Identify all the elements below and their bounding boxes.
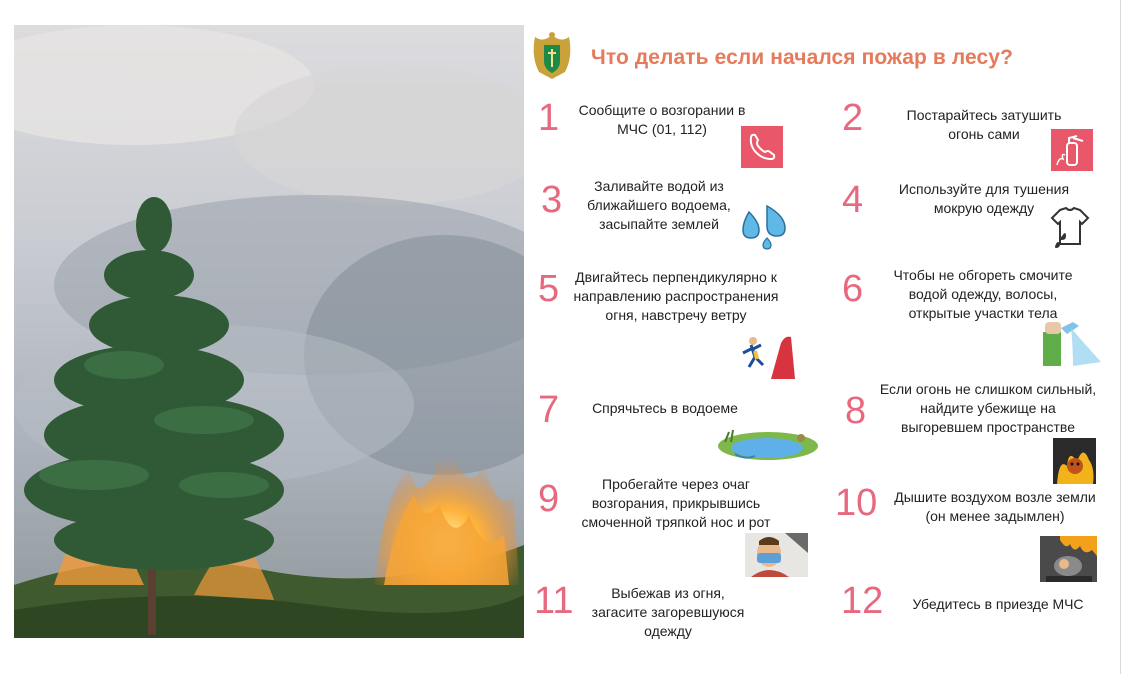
step-3-number: 3 xyxy=(541,179,563,221)
step-11-number: 11 xyxy=(534,580,574,622)
step-9-number: 9 xyxy=(538,478,560,520)
pouring-water-icon xyxy=(1043,318,1101,366)
step-10-number: 10 xyxy=(835,482,878,524)
page-title: Что делать если начался пожар в лесу? xyxy=(591,46,1014,69)
step-11-text: Выбежав из огня, загасите загоревшуюся одежду xyxy=(591,585,745,639)
step-7-text: Спрячьтесь в водоеме xyxy=(592,400,738,416)
step-8-text: Если огонь не слишком сильный, найдите убежище на выгоревшем пространстве xyxy=(879,381,1097,435)
step-6-text: Чтобы не обгореть смочите водой одежду, волосы, открытые участки тела xyxy=(893,267,1073,321)
step-10-text: Дышите воздухом возле земли (он менее задымлен) xyxy=(894,489,1096,524)
step-5-text: Двигайтесь перпендикулярно к направлению распространения огня, навстречу ветру xyxy=(573,269,779,323)
water-drops-icon xyxy=(737,202,789,250)
step-2-number: 2 xyxy=(842,97,864,139)
step-12-number: 12 xyxy=(841,580,884,622)
pond-icon xyxy=(715,424,821,464)
crawling-smoke-icon xyxy=(1040,536,1097,582)
wet-shirt-icon xyxy=(1048,204,1092,252)
burnt-area-icon xyxy=(1053,438,1096,484)
prosecutor-emblem xyxy=(527,27,577,82)
forest-fire-photo xyxy=(14,25,524,638)
step-4-number: 4 xyxy=(842,179,864,221)
fire-extinguisher-icon xyxy=(1051,129,1093,171)
face-cloth-icon xyxy=(745,533,808,577)
step-8-number: 8 xyxy=(845,390,867,432)
step-3-text: Заливайте водой из ближайшего водоема, засыпайте землей xyxy=(587,178,731,232)
phone-icon xyxy=(741,126,783,168)
step-4-text: Используйте для тушения мокрую одежду xyxy=(898,181,1070,216)
step-1-number: 1 xyxy=(538,97,560,139)
step-12-text: Убедитесь в приезде МЧС xyxy=(912,596,1084,612)
step-9-text: Пробегайте через очаг возгорания, прикрывшись смоченной тряпкой нос и рот xyxy=(581,476,771,530)
step-5-number: 5 xyxy=(538,268,560,310)
step-7-number: 7 xyxy=(538,389,560,431)
step-1-text: Сообщите о возгорании в МЧС (01, 112) xyxy=(578,102,746,137)
running-from-fire-icon xyxy=(741,333,795,379)
step-2-text: Постарайтесь затушить огонь сами xyxy=(906,107,1062,142)
step-6-number: 6 xyxy=(842,268,864,310)
